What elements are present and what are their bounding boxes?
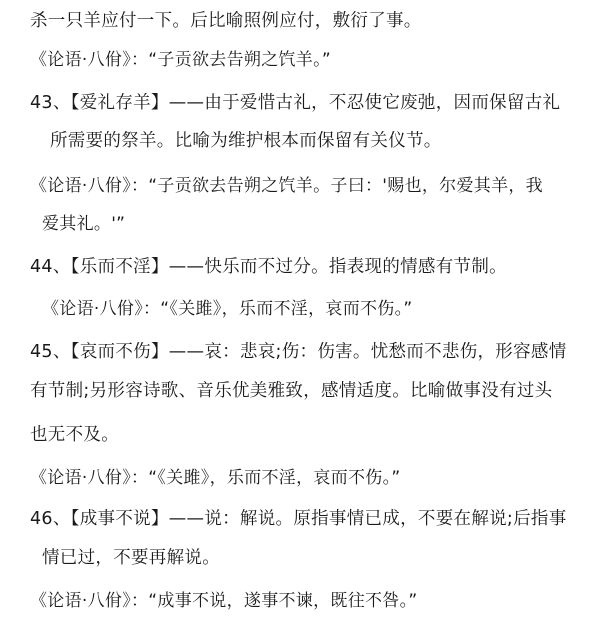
text-line: 也无不及。 (30, 425, 119, 445)
quote-line: 爱其礼。'” (42, 214, 126, 234)
text-line: 杀一只羊应付一下。后比喻照例应付，敷衍了事。 (30, 11, 422, 31)
text-line: 所需要的祭羊。比喻为维护根本而保留有关仪节。 (50, 131, 442, 151)
quote-line: 《论语·八佾》：“成事不说，遂事不谏，既往不咎。” (30, 591, 418, 611)
text-line: 有节制;另形容诗歌、音乐优美雅致，感情适度。比喻做事没有过头 (30, 381, 553, 401)
idiom-entry-46-heading: 46、【成事不说】——说：解说。原指事情已成，不要在解说;后指事 (30, 509, 567, 529)
idiom-entry-43-heading: 43、【爱礼存羊】——由于爱惜古礼，不忍使它废弛，因而保留古礼 (30, 93, 561, 113)
quote-line: 《论语·八佾》：“子贡欲去告朔之饩羊。” (30, 50, 332, 70)
quote-line: 《论语·八佾》：“《关雎》，乐而不淫，哀而不伤。” (42, 299, 413, 319)
idiom-entry-45-heading: 45、【哀而不伤】——哀：悲哀;伤：伤害。忧愁而不悲伤，形容感情 (30, 342, 567, 362)
quote-line: 《论语·八佾》：“《关雎》，乐而不淫，哀而不伤。” (30, 468, 401, 488)
idiom-entry-44-heading: 44、【乐而不淫】——快乐而不过分。指表现的情感有节制。 (30, 257, 507, 277)
quote-line: 《论语·八佾》：“子贡欲去告朔之饩羊。子曰：'赐也，尔爱其羊，我 (30, 176, 543, 196)
text-line: 情已过，不要再解说。 (42, 548, 220, 568)
